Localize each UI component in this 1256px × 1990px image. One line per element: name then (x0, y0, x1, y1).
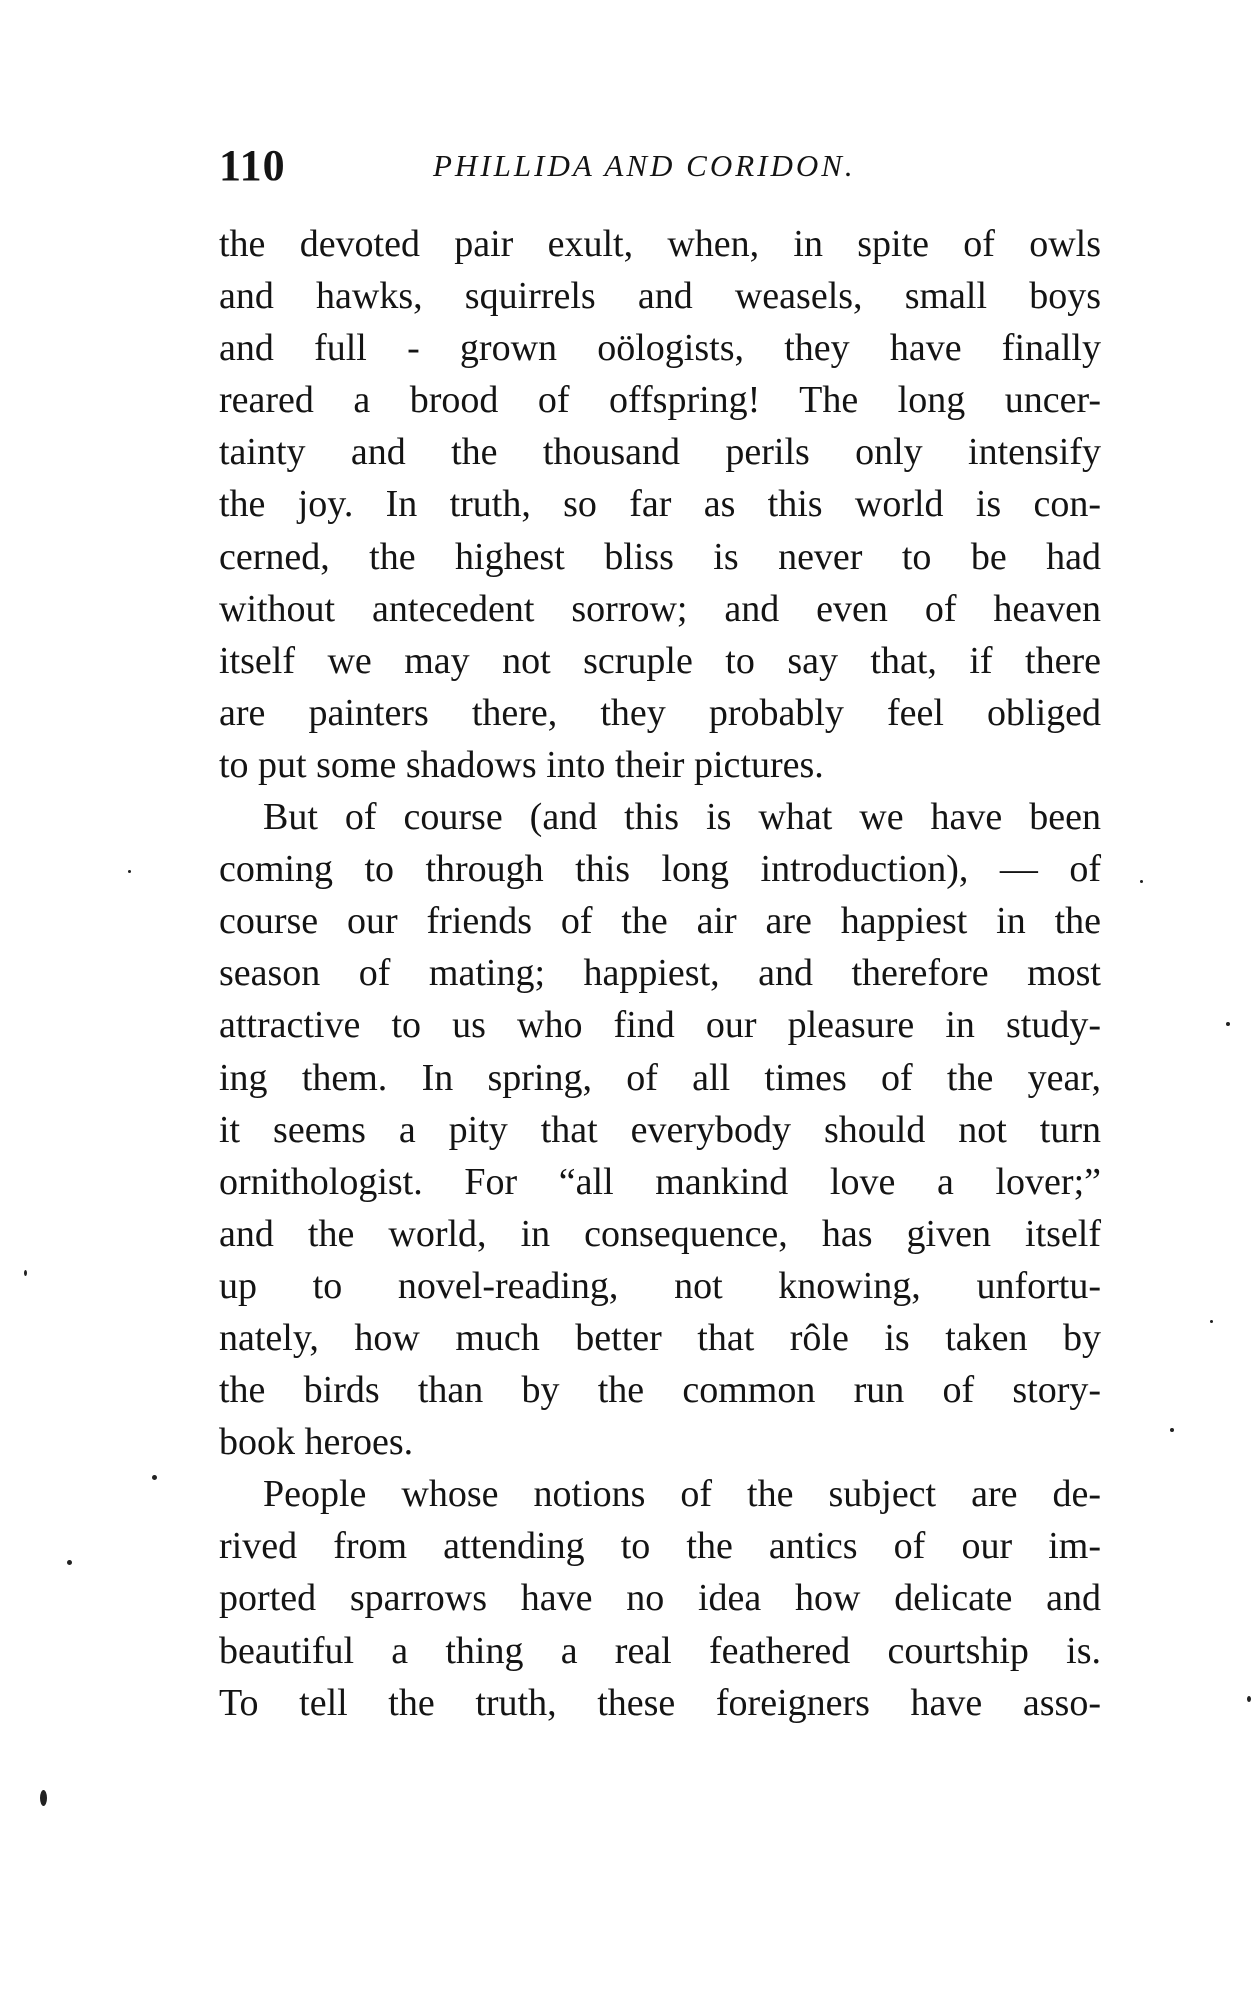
text-line: attractive to us who find our pleasure in study- (219, 1004, 1101, 1047)
text-line: rived from attending to the antics of our im- (219, 1525, 1101, 1568)
text-line: the devoted pair exult, when, in spite of owls (219, 223, 1101, 265)
text-line: People whose notions of the subject are de- (263, 1473, 1101, 1516)
text-line: But of course (and this is what we have been (263, 796, 1101, 839)
scan-speck (40, 1790, 47, 1806)
text-line: itself we may not scruple to say that, if there (219, 639, 1101, 682)
scan-speck (24, 1270, 27, 1276)
text-line: ported sparrows have no idea how delicate and (219, 1577, 1101, 1620)
paragraph (219, 1468, 1101, 1728)
text-line: ornithologist. For “all mankind love a lover;” (219, 1160, 1101, 1203)
scan-speck (1247, 1696, 1251, 1702)
paragraph (219, 791, 1101, 1468)
text-line: reared a brood of offspring! The long uncer- (219, 379, 1101, 422)
text-line: season of mating; happiest, and therefore most (219, 952, 1101, 995)
scan-speck (1226, 1022, 1230, 1026)
text-line: up to novel-reading, not knowing, unfortu- (219, 1264, 1101, 1307)
text-line: nately, how much better that rôle is taken by (219, 1316, 1101, 1359)
page-number: 110 (219, 141, 286, 190)
text-line: and the world, in consequence, has given itself (219, 1212, 1101, 1255)
text-line: the birds than by the common run of story- (219, 1369, 1101, 1412)
text-line: to put some shadows into their pictures. (219, 743, 824, 786)
text-line: tainty and the thousand perils only intensify (219, 431, 1101, 474)
text-line: without antecedent sorrow; and even of heaven (219, 587, 1101, 630)
text-line: it seems a pity that everybody should not turn (219, 1108, 1101, 1151)
text-line: and hawks, squirrels and weasels, small boys (219, 275, 1101, 318)
scan-speck (152, 1475, 157, 1480)
running-head: PHILLIDA AND CORIDON. (433, 148, 856, 183)
text-line: book heroes. (219, 1421, 414, 1464)
text-line: ing them. In spring, of all times of the year, (219, 1056, 1101, 1099)
text-line: course our friends of the air are happiest in the (219, 900, 1101, 943)
scan-speck (1140, 880, 1143, 883)
body-text (219, 218, 1101, 1729)
scan-speck (128, 870, 131, 873)
text-line: are painters there, they probably feel obliged (219, 691, 1101, 734)
text-line: coming to through this long introduction), — of (219, 848, 1101, 891)
text-line: To tell the truth, these foreigners have asso- (219, 1681, 1101, 1724)
text-line: the joy. In truth, so far as this world is con- (219, 483, 1101, 526)
text-line: cerned, the highest bliss is never to be had (219, 535, 1101, 578)
text-line: beautiful a thing a real feathered courtship is. (219, 1629, 1101, 1672)
page-header (219, 140, 1099, 200)
scan-speck (1170, 1428, 1174, 1432)
paragraph (219, 218, 1101, 791)
scan-speck (1210, 1320, 1213, 1323)
text-line: and full - grown oölogists, they have finally (219, 327, 1101, 370)
scan-speck (67, 1560, 72, 1565)
